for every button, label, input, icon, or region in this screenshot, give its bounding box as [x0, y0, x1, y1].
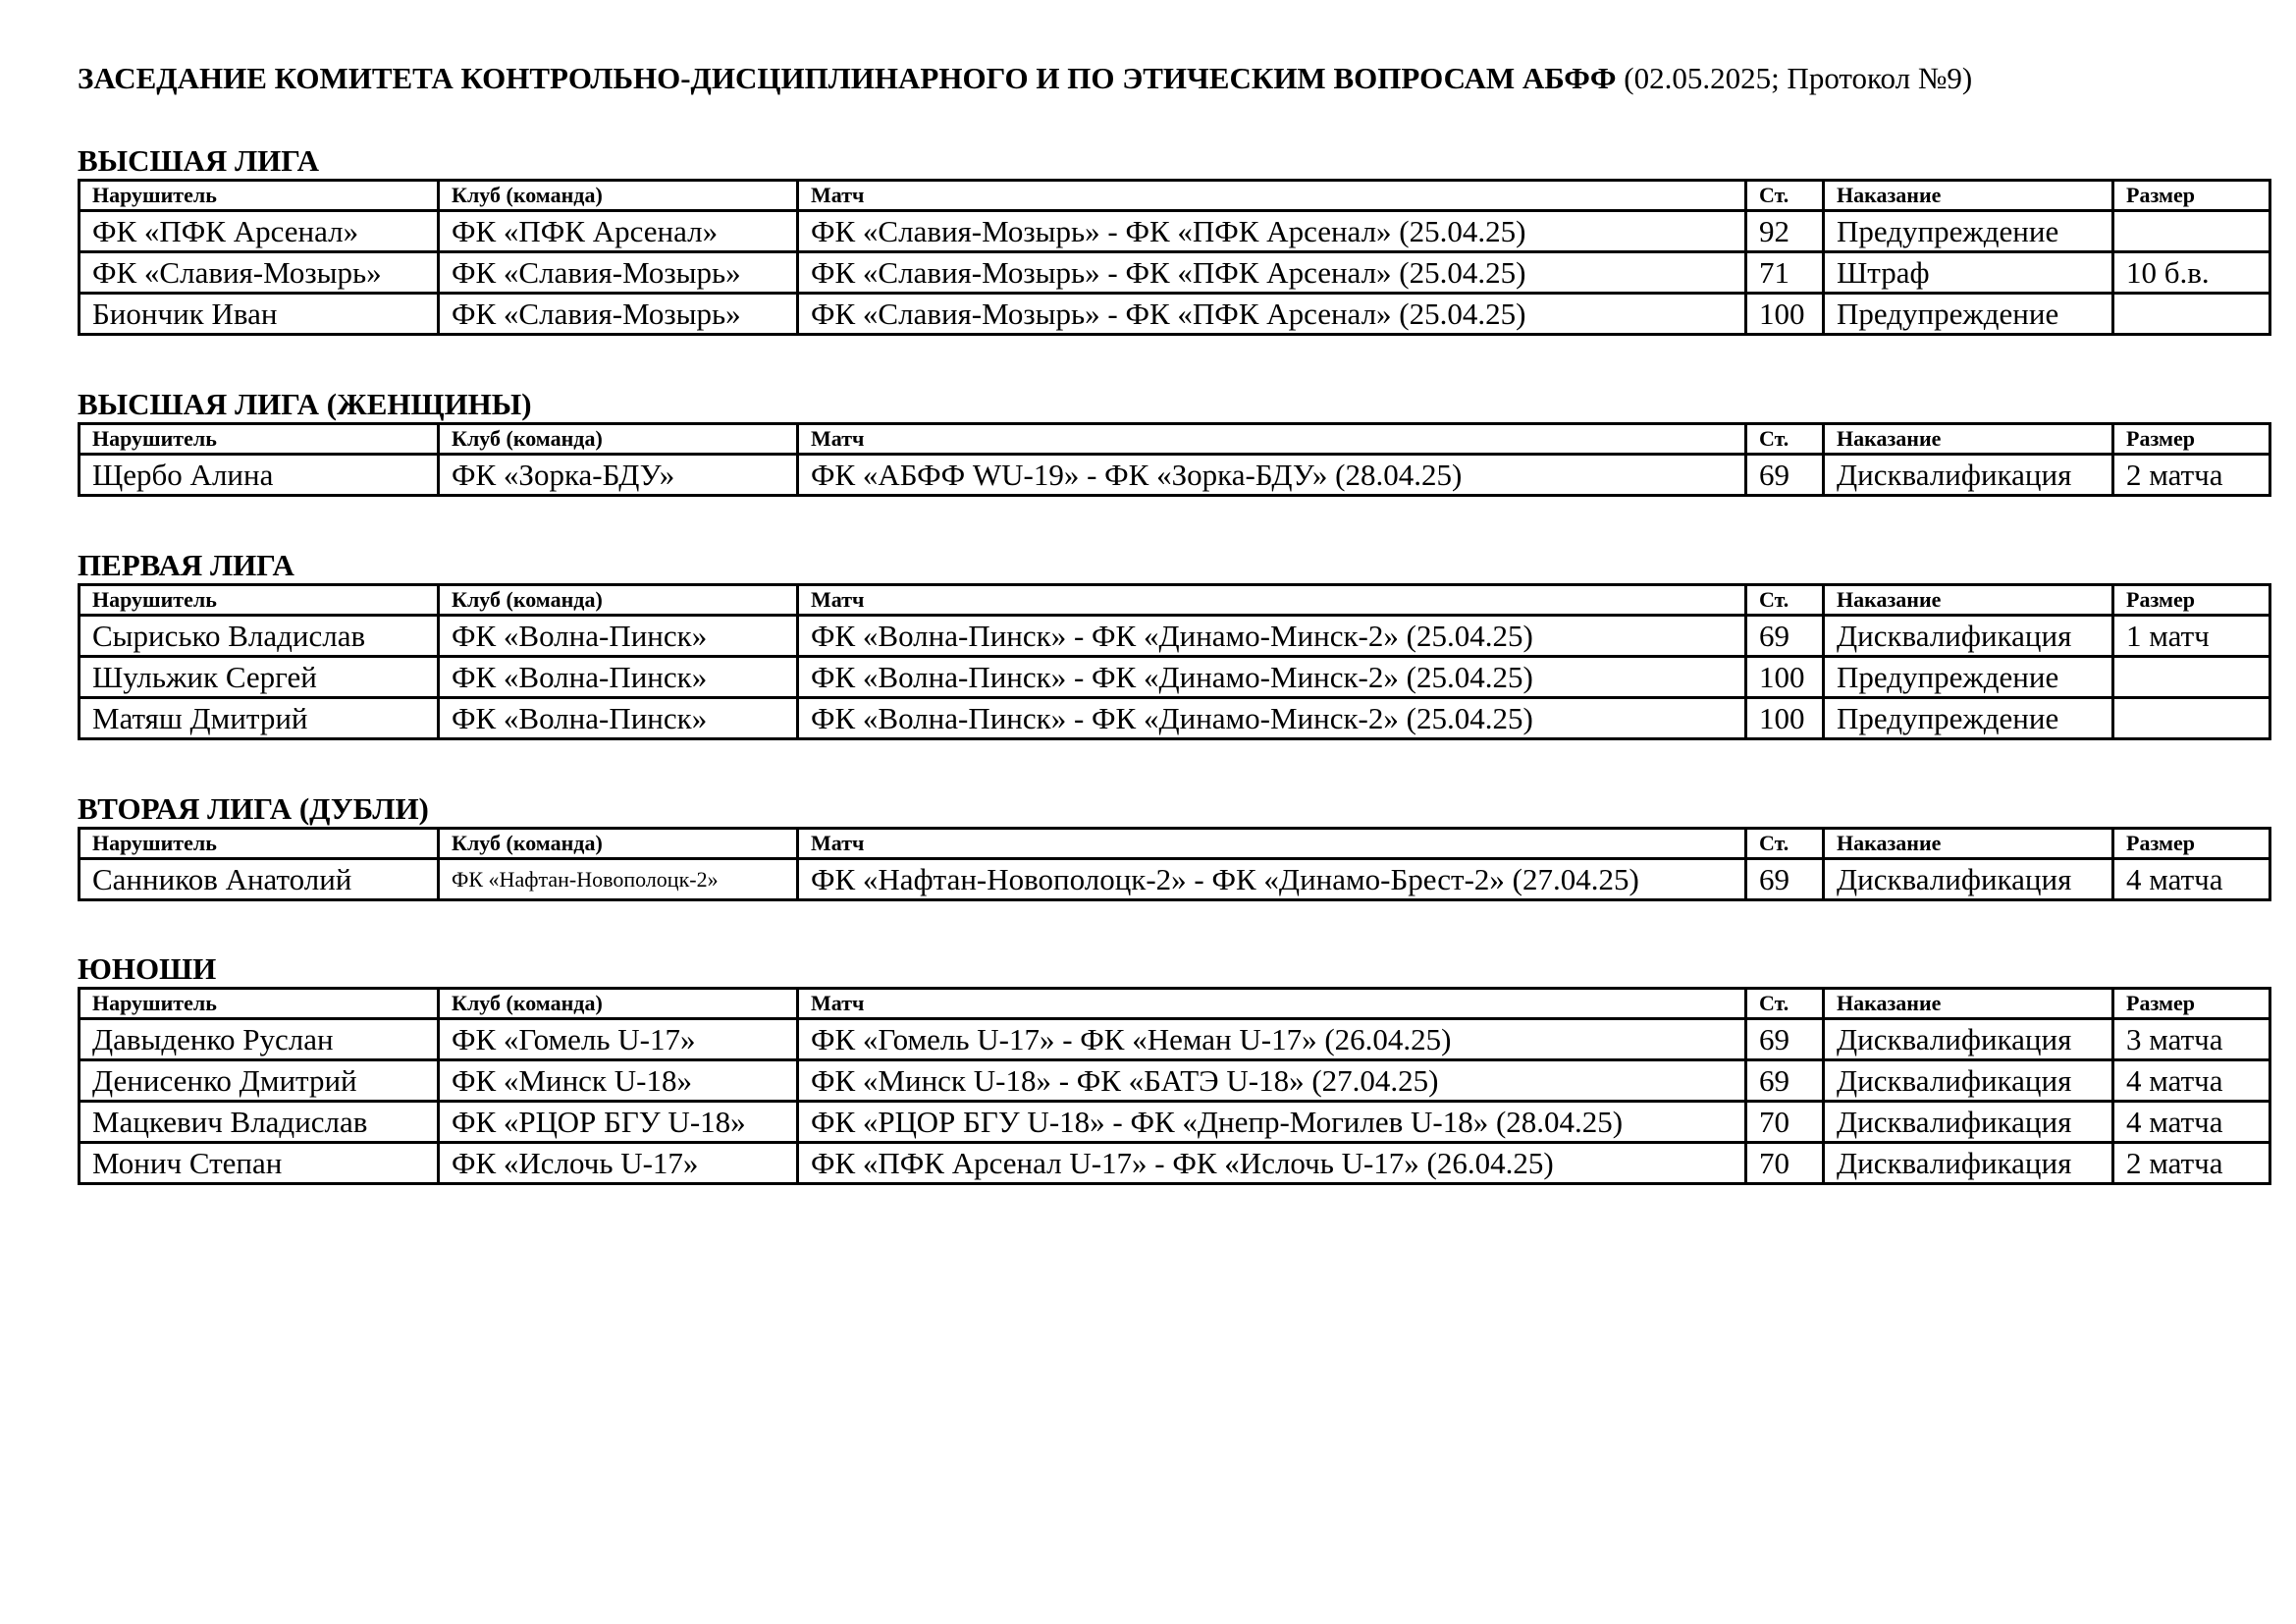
section-title: ПЕРВАЯ ЛИГА — [78, 548, 294, 582]
cell-article: 92 — [1746, 211, 1824, 252]
column-header-size: Размер — [2113, 585, 2270, 616]
table-row — [80, 455, 2270, 496]
cell-penalty: Предупреждение — [1824, 698, 2113, 739]
column-header-size: Размер — [2113, 989, 2270, 1019]
cell-size: 3 матча — [2113, 1019, 2270, 1060]
table-header-row — [80, 585, 2270, 616]
table-row — [80, 1060, 2270, 1102]
column-header-penalty: Наказание — [1824, 585, 2113, 616]
column-header-match: Матч — [798, 585, 1746, 616]
cell-match: ФК «Волна-Пинск» - ФК «Динамо-Минск-2» (25.04.25) — [798, 657, 1746, 698]
discipline-table — [78, 827, 2271, 901]
cell-club: ФК «Гомель U-17» — [439, 1019, 798, 1060]
cell-club: ФК «Минск U-18» — [439, 1060, 798, 1102]
table-row — [80, 252, 2270, 294]
cell-violator: Мацкевич Владислав — [80, 1102, 439, 1143]
table-row — [80, 657, 2270, 698]
page-title-meta: (02.05.2025; Протокол №9) — [1616, 61, 1973, 95]
discipline-table — [78, 422, 2271, 497]
column-header-club: Клуб (команда) — [439, 424, 798, 455]
cell-match: ФК «Волна-Пинск» - ФК «Динамо-Минск-2» (25.04.25) — [798, 616, 1746, 657]
table-row — [80, 1102, 2270, 1143]
column-header-club: Клуб (команда) — [439, 829, 798, 859]
discipline-table — [78, 987, 2271, 1185]
page-title — [78, 61, 1972, 96]
cell-article: 70 — [1746, 1102, 1824, 1143]
column-header-article: Ст. — [1746, 829, 1824, 859]
cell-match: ФК «Славия-Мозырь» - ФК «ПФК Арсенал» (25.04.25) — [798, 252, 1746, 294]
cell-club: ФК «Волна-Пинск» — [439, 616, 798, 657]
section-title: ВЫСШАЯ ЛИГА — [78, 143, 320, 178]
cell-violator: Санников Анатолий — [80, 859, 439, 900]
cell-club: ФК «ПФК Арсенал» — [439, 211, 798, 252]
table-row — [80, 698, 2270, 739]
cell-match: ФК «Славия-Мозырь» - ФК «ПФК Арсенал» (25.04.25) — [798, 211, 1746, 252]
cell-article: 70 — [1746, 1143, 1824, 1184]
column-header-article: Ст. — [1746, 181, 1824, 211]
cell-size — [2113, 211, 2270, 252]
cell-match: ФК «Волна-Пинск» - ФК «Динамо-Минск-2» (25.04.25) — [798, 698, 1746, 739]
column-header-match: Матч — [798, 181, 1746, 211]
cell-size: 2 матча — [2113, 1143, 2270, 1184]
discipline-table — [78, 179, 2271, 336]
cell-match: ФК «Славия-Мозырь» - ФК «ПФК Арсенал» (25.04.25) — [798, 294, 1746, 335]
cell-club: ФК «Волна-Пинск» — [439, 657, 798, 698]
page-title-main: ЗАСЕДАНИЕ КОМИТЕТА КОНТРОЛЬНО-ДИСЦИПЛИНАРНОГО И ПО ЭТИЧЕСКИМ ВОПРОСАМ АБФФ — [78, 61, 1617, 95]
cell-size: 2 матча — [2113, 455, 2270, 496]
table-row — [80, 859, 2270, 900]
cell-match: ФК «ПФК Арсенал U-17» - ФК «Ислочь U-17» (26.04.25) — [798, 1143, 1746, 1184]
column-header-violator: Нарушитель — [80, 989, 439, 1019]
cell-article: 69 — [1746, 455, 1824, 496]
column-header-penalty: Наказание — [1824, 829, 2113, 859]
cell-violator: Матяш Дмитрий — [80, 698, 439, 739]
table-header-row — [80, 424, 2270, 455]
cell-club: ФК «Ислочь U-17» — [439, 1143, 798, 1184]
column-header-club: Клуб (команда) — [439, 181, 798, 211]
cell-club: ФК «Нафтан-Новополоцк-2» — [439, 859, 798, 900]
cell-penalty: Дисквалификация — [1824, 1143, 2113, 1184]
cell-violator: ФК «Славия-Мозырь» — [80, 252, 439, 294]
cell-club: ФК «РЦОР БГУ U-18» — [439, 1102, 798, 1143]
column-header-match: Матч — [798, 989, 1746, 1019]
column-header-violator: Нарушитель — [80, 181, 439, 211]
cell-size — [2113, 294, 2270, 335]
table-row — [80, 294, 2270, 335]
column-header-violator: Нарушитель — [80, 585, 439, 616]
cell-match: ФК «Минск U-18» - ФК «БАТЭ U-18» (27.04.25) — [798, 1060, 1746, 1102]
cell-violator: Давыденко Руслан — [80, 1019, 439, 1060]
table-header-row — [80, 181, 2270, 211]
table-header-row — [80, 989, 2270, 1019]
cell-penalty: Дисквалификация — [1824, 859, 2113, 900]
section-women-premier-league — [78, 387, 2269, 497]
table-row — [80, 616, 2270, 657]
column-header-club: Клуб (команда) — [439, 585, 798, 616]
cell-match: ФК «РЦОР БГУ U-18» - ФК «Днепр-Могилев U-18» (28.04.25) — [798, 1102, 1746, 1143]
cell-article: 100 — [1746, 698, 1824, 739]
section-premier-league — [78, 143, 2269, 336]
cell-article: 71 — [1746, 252, 1824, 294]
cell-size — [2113, 657, 2270, 698]
cell-size: 4 матча — [2113, 1060, 2270, 1102]
cell-match: ФК «Гомель U-17» - ФК «Неман U-17» (26.04.25) — [798, 1019, 1746, 1060]
cell-violator: Щербо Алина — [80, 455, 439, 496]
section-title: ЮНОШИ — [78, 951, 217, 986]
table-row — [80, 1143, 2270, 1184]
cell-article: 69 — [1746, 1060, 1824, 1102]
cell-penalty: Дисквалификация — [1824, 1060, 2113, 1102]
column-header-article: Ст. — [1746, 424, 1824, 455]
cell-penalty: Предупреждение — [1824, 211, 2113, 252]
table-row — [80, 1019, 2270, 1060]
column-header-penalty: Наказание — [1824, 181, 2113, 211]
column-header-match: Матч — [798, 424, 1746, 455]
cell-violator: Монич Степан — [80, 1143, 439, 1184]
cell-penalty: Дисквалификация — [1824, 455, 2113, 496]
cell-match: ФК «АБФФ WU-19» - ФК «Зорка-БДУ» (28.04.25) — [798, 455, 1746, 496]
column-header-club: Клуб (команда) — [439, 989, 798, 1019]
cell-violator: Шульжик Сергей — [80, 657, 439, 698]
cell-penalty: Дисквалификация — [1824, 1019, 2113, 1060]
cell-violator: Сырисько Владислав — [80, 616, 439, 657]
column-header-violator: Нарушитель — [80, 424, 439, 455]
column-header-penalty: Наказание — [1824, 989, 2113, 1019]
cell-size — [2113, 698, 2270, 739]
column-header-size: Размер — [2113, 181, 2270, 211]
cell-club: ФК «Славия-Мозырь» — [439, 294, 798, 335]
cell-violator: ФК «ПФК Арсенал» — [80, 211, 439, 252]
cell-article: 69 — [1746, 616, 1824, 657]
cell-size: 4 матча — [2113, 1102, 2270, 1143]
cell-size: 10 б.в. — [2113, 252, 2270, 294]
cell-penalty: Предупреждение — [1824, 294, 2113, 335]
cell-penalty: Дисквалификация — [1824, 616, 2113, 657]
table-header-row — [80, 829, 2270, 859]
section-second-league-reserves — [78, 791, 2269, 901]
cell-article: 69 — [1746, 1019, 1824, 1060]
cell-penalty: Дисквалификация — [1824, 1102, 2113, 1143]
column-header-match: Матч — [798, 829, 1746, 859]
section-title: ВЫСШАЯ ЛИГА (ЖЕНЩИНЫ) — [78, 387, 532, 421]
column-header-article: Ст. — [1746, 585, 1824, 616]
cell-article: 69 — [1746, 859, 1824, 900]
section-title: ВТОРАЯ ЛИГА (ДУБЛИ) — [78, 791, 429, 826]
cell-article: 100 — [1746, 657, 1824, 698]
cell-violator: Денисенко Дмитрий — [80, 1060, 439, 1102]
cell-size: 1 матч — [2113, 616, 2270, 657]
column-header-article: Ст. — [1746, 989, 1824, 1019]
cell-penalty: Штраф — [1824, 252, 2113, 294]
section-youth — [78, 951, 2269, 1185]
cell-article: 100 — [1746, 294, 1824, 335]
cell-club: ФК «Волна-Пинск» — [439, 698, 798, 739]
table-row — [80, 211, 2270, 252]
cell-club: ФК «Зорка-БДУ» — [439, 455, 798, 496]
column-header-penalty: Наказание — [1824, 424, 2113, 455]
cell-size: 4 матча — [2113, 859, 2270, 900]
section-first-league — [78, 548, 2269, 740]
column-header-size: Размер — [2113, 829, 2270, 859]
cell-violator: Биончик Иван — [80, 294, 439, 335]
column-header-size: Размер — [2113, 424, 2270, 455]
discipline-table — [78, 583, 2271, 740]
column-header-violator: Нарушитель — [80, 829, 439, 859]
cell-club: ФК «Славия-Мозырь» — [439, 252, 798, 294]
cell-penalty: Предупреждение — [1824, 657, 2113, 698]
cell-match: ФК «Нафтан-Новополоцк-2» - ФК «Динамо-Брест-2» (27.04.25) — [798, 859, 1746, 900]
